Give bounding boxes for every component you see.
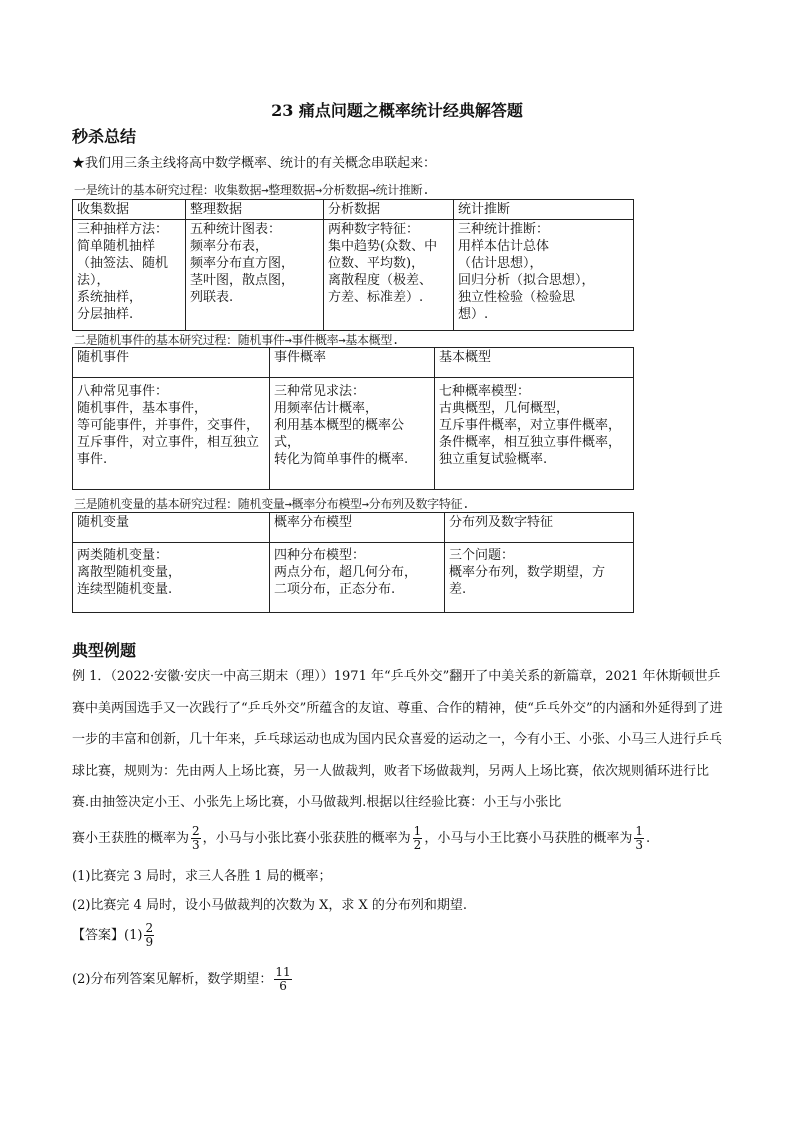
cell-line: 三个问题： [449, 548, 515, 563]
intro-text: ★我们用三条主线将高中数学概率、统计的有关概念串联起来： [72, 156, 437, 171]
cell-line: 频率分布直方图， [190, 256, 295, 271]
table2-cell [435, 378, 634, 490]
answer-part-1: (1) [124, 928, 143, 943]
text-span: 赛小王获胜的概率为 [72, 831, 190, 846]
table1-cell [324, 220, 454, 331]
cell-line: 式， [274, 435, 301, 450]
cell-line: 法）， [77, 273, 110, 288]
cell-line: 独立重复试验概率. [439, 452, 548, 467]
cell-line: 方差、标准差）. [328, 290, 424, 305]
denominator: 2 [413, 838, 422, 852]
example-problem-text: 例 1．（2022·安徽·安庆一中高三期末（理））1971 年“乒乓外交”翻开了中美关系的新篇章，2021 年休斯顿世乒赛中美两国选手又一次践行了“乒乓外交”所蕴含的友谊、尊重、合作的精神，使“乒乓外交”的内涵和外延得到了进一步的丰富和创新，几十年来，乒乓球运动也成为国内民众喜爱的运动之一，今有小王、小张、小马三人进行乒乓球比赛，规则为：先由两人上场比赛，另一人做裁判，败者下场做裁判，另两人上场比赛，依次规则循环进行比赛.由抽签决定小王、小张先上场比赛，小马做裁判.根据以往经验比赛：小王与小张比 [72, 669, 723, 810]
denominator: 9 [145, 935, 154, 949]
section-heading-examples: 典型例题 [72, 641, 137, 660]
page-title: 23 痛点问题之概率统计经典解答题 [271, 101, 523, 120]
fraction-eleven-sixths [274, 966, 291, 993]
cell-line: 差. [449, 582, 467, 597]
numerator: 1 [635, 824, 643, 838]
text-span: ，小马与小张比赛小张获胜的概率为 [202, 831, 411, 846]
table-statistics [72, 199, 634, 331]
answer-line-2 [72, 966, 724, 993]
table3-header: 概率分布模型 [270, 513, 445, 543]
section-heading-summary: 秒杀总结 [72, 127, 137, 146]
table1-header: 收集数据 [73, 200, 186, 220]
table1-cell [73, 220, 186, 331]
cell-line: 两点分布，超几何分布， [274, 565, 418, 580]
numerator: 11 [275, 965, 291, 979]
cell-line: 七种概率模型： [439, 384, 531, 399]
cell-line: 等可能事件，并事件，交事件， [77, 418, 260, 433]
line-variables-process: 三是随机变量的基本研究过程：随机变量→概率分布模型→分布列及数字特征. [74, 497, 470, 511]
fraction-one-third [634, 825, 644, 852]
numerator: 1 [413, 824, 422, 838]
cell-line: 独立性检验（检验思 [458, 290, 576, 305]
cell-line: （估计思想）， [458, 256, 543, 271]
cell-line: 列联表. [190, 290, 234, 305]
table2-header: 事件概率 [270, 348, 435, 378]
table1-header: 整理数据 [186, 200, 324, 220]
cell-line: 连续型随机变量. [77, 582, 173, 597]
table1-header: 分析数据 [324, 200, 454, 220]
fraction-two-thirds [191, 825, 201, 852]
answer-line-1 [72, 922, 724, 949]
cell-line: 用频率估计概率， [274, 401, 379, 416]
numerator: 2 [192, 824, 200, 838]
cell-line: 四种分布模型： [274, 548, 366, 563]
cell-line: 茎叶图，散点图， [190, 273, 295, 288]
cell-line: 用样本估计总体 [458, 239, 550, 254]
question-1: (1)比赛完 3 局时，求三人各胜 1 局的概率； [72, 869, 332, 884]
table3-cell [445, 543, 634, 613]
numerator: 2 [145, 921, 154, 935]
table2-cell [73, 378, 270, 490]
cell-line: 简单随机抽样 [77, 239, 156, 254]
fraction-two-ninths [144, 922, 154, 949]
cell-line: 五种统计图表： [190, 222, 282, 237]
cell-line: 两类随机变量： [77, 548, 169, 563]
cell-line: 离散程度（极差、 [328, 273, 433, 288]
cell-line: 频率分布表， [190, 239, 269, 254]
denominator: 3 [192, 838, 200, 852]
table-variables [72, 512, 634, 613]
question-2: (2)比赛完 4 局时，设小马做裁判的次数为 X，求 X 的分布列和期望. [72, 898, 467, 913]
denominator: 3 [635, 838, 643, 852]
cell-line: 三种常见求法： [274, 384, 366, 399]
table2-header: 基本概型 [435, 348, 634, 378]
cell-line: 利用基本概型的概率公 [274, 418, 405, 433]
cell-line: 系统抽样， [77, 290, 143, 305]
table-events [72, 347, 634, 490]
text-span: ，小马与小王比赛小马获胜的概率为 [424, 831, 633, 846]
cell-line: 二项分布，正态分布. [274, 582, 396, 597]
line-statistics-process: 一是统计的基本研究过程：收集数据→整理数据→分析数据→统计推断. [74, 183, 430, 197]
cell-line: 概率分布列，数学期望，方 [449, 565, 606, 580]
cell-line: 分层抽样. [77, 307, 134, 322]
cell-line: 事件. [77, 452, 108, 467]
cell-line: 条件概率，相互独立事件概率， [439, 435, 622, 450]
cell-line: 转化为简单事件的概率. [274, 452, 409, 467]
cell-line: 想）. [458, 307, 489, 322]
cell-line: 两种数字特征： [328, 222, 420, 237]
denominator: 6 [279, 979, 287, 993]
line-events-process: 二是随机事件的基本研究过程：随机事件→事件概率→基本概型. [74, 333, 399, 347]
cell-line: 随机事件，基本事件， [77, 401, 208, 416]
table3-header: 随机变量 [73, 513, 270, 543]
table2-header: 随机事件 [73, 348, 270, 378]
cell-line: 八种常见事件： [77, 384, 169, 399]
answer-part-2: (2)分布列答案见解析，数学期望： [72, 972, 273, 987]
cell-line: 古典概型，几何概型， [439, 401, 570, 416]
table2-cell [270, 378, 435, 490]
cell-line: 回归分析（拟合思想）， [458, 273, 595, 288]
table1-cell [186, 220, 324, 331]
cell-line: 三种统计推断： [458, 222, 550, 237]
example-probability-line [72, 825, 724, 852]
cell-line: 集中趋势(众数、中 [328, 239, 438, 254]
table1-header: 统计推断 [454, 200, 634, 220]
table3-header: 分布列及数字特征 [445, 513, 634, 543]
cell-line: 离散型随机变量， [77, 565, 182, 580]
cell-line: 三种抽样方法： [77, 222, 169, 237]
fraction-one-half [413, 825, 423, 852]
text-span: . [645, 831, 651, 846]
cell-line: 互斥事件概率，对立事件概率， [439, 418, 622, 433]
cell-line: 位数、平均数)， [328, 256, 425, 271]
table3-cell [73, 543, 270, 613]
table3-cell [270, 543, 445, 613]
answer-label: 【答案】 [72, 928, 125, 943]
cell-line: （抽签法、随机 [77, 256, 169, 271]
cell-line: 互斥事件，对立事件，相互独立 [77, 435, 260, 450]
table1-cell [454, 220, 634, 331]
